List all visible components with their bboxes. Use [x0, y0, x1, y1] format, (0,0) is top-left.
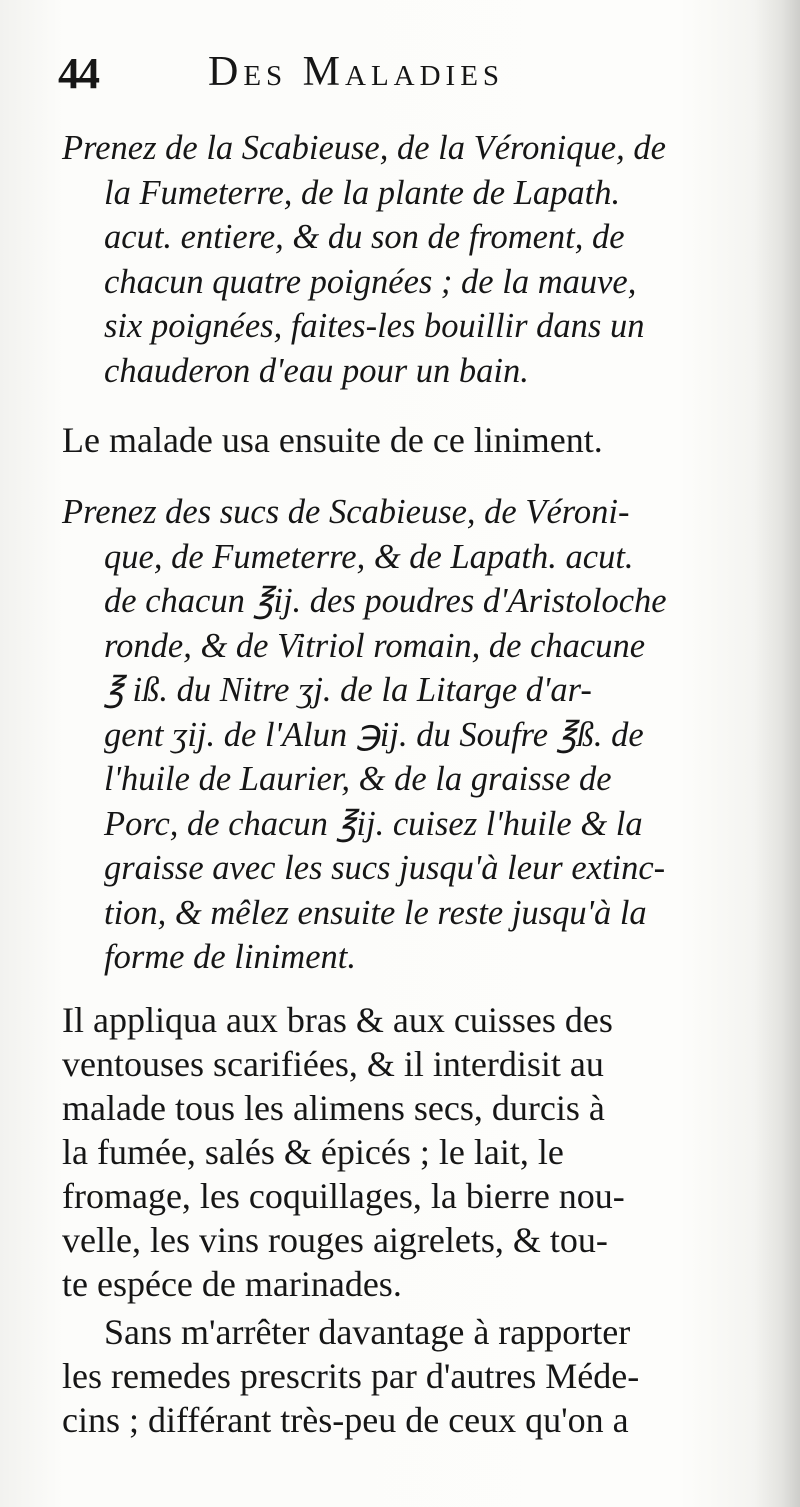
text-line: Prenez des sucs de Scabieuse, de Véroni-: [62, 493, 630, 531]
text-line: la Fumeterre, de la plante de Lapath.: [104, 173, 621, 212]
page-header: [58, 48, 748, 108]
text-line: Il appliqua aux bras & aux cuisses des: [62, 1000, 613, 1040]
text-line: gent ʒij. de l'Alun ℈ij. du Soufre ℥ß. de: [104, 715, 644, 754]
text-line: malade tous les alimens secs, durcis à: [62, 1088, 605, 1128]
paragraph-conclusion: [62, 1310, 752, 1442]
text-line: que, de Fumeterre, & de Lapath. acut.: [104, 537, 634, 576]
text-line: chacun quatre poignées ; de la mauve,: [104, 262, 637, 301]
text-line: fromage, les coquillages, la bierre nou-: [62, 1176, 625, 1216]
text-line: ronde, & de Vitriol romain, de chacune: [104, 626, 646, 665]
text-line: Porc, de chacun ℥ij. cuisez l'huile & la: [104, 804, 643, 843]
text-line: tion, & mêlez ensuite le reste jusqu'à la: [104, 893, 647, 932]
paragraph-treatment: [62, 998, 752, 1306]
text-line: Prenez de la Scabieuse, de la Véronique, de: [62, 129, 666, 167]
text-line: cins ; différant très-peu de ceux qu'on a: [62, 1400, 629, 1440]
text-line: la fumée, salés & épicés ; le lait, le: [62, 1132, 564, 1172]
page-number: 44: [58, 49, 98, 98]
text-line: l'huile de Laurier, & de la graisse de: [104, 760, 612, 798]
page-spine-shadow: [754, 0, 800, 1507]
text-line: acut. entiere, & du son de froment, de: [104, 218, 625, 256]
recipe-bath: [62, 126, 752, 393]
text-line: les remedes prescrits par d'autres Méde-: [62, 1356, 640, 1396]
text-line: te espéce de marinades.: [62, 1264, 402, 1304]
text-line: graisse avec les sucs jusqu'à leur extinc-: [104, 849, 666, 887]
text-line: six poignées, faites-les bouillir dans un: [104, 307, 645, 345]
text-line: de chacun ℥ij. des poudres d'Aristoloche: [104, 582, 667, 620]
text-line: ℥ iß. du Nitre ʒj. de la Litarge d'ar-: [104, 671, 592, 709]
text-line: forme de liniment.: [104, 938, 356, 976]
text-line: Sans m'arrêter davantage à rapporter: [104, 1312, 631, 1352]
text-line: chauderon d'eau pour un bain.: [104, 351, 529, 390]
running-title: Des Maladies: [208, 49, 505, 95]
text-line: velle, les vins rouges aigrelets, & tou-: [62, 1220, 608, 1260]
text-line: ventouses scarifiées, & il interdisit au: [62, 1044, 604, 1084]
text-line: Le malade usa ensuite de ce liniment.: [62, 420, 603, 460]
paragraph-liniment-intro: [62, 418, 752, 462]
recipe-liniment: [62, 490, 752, 980]
